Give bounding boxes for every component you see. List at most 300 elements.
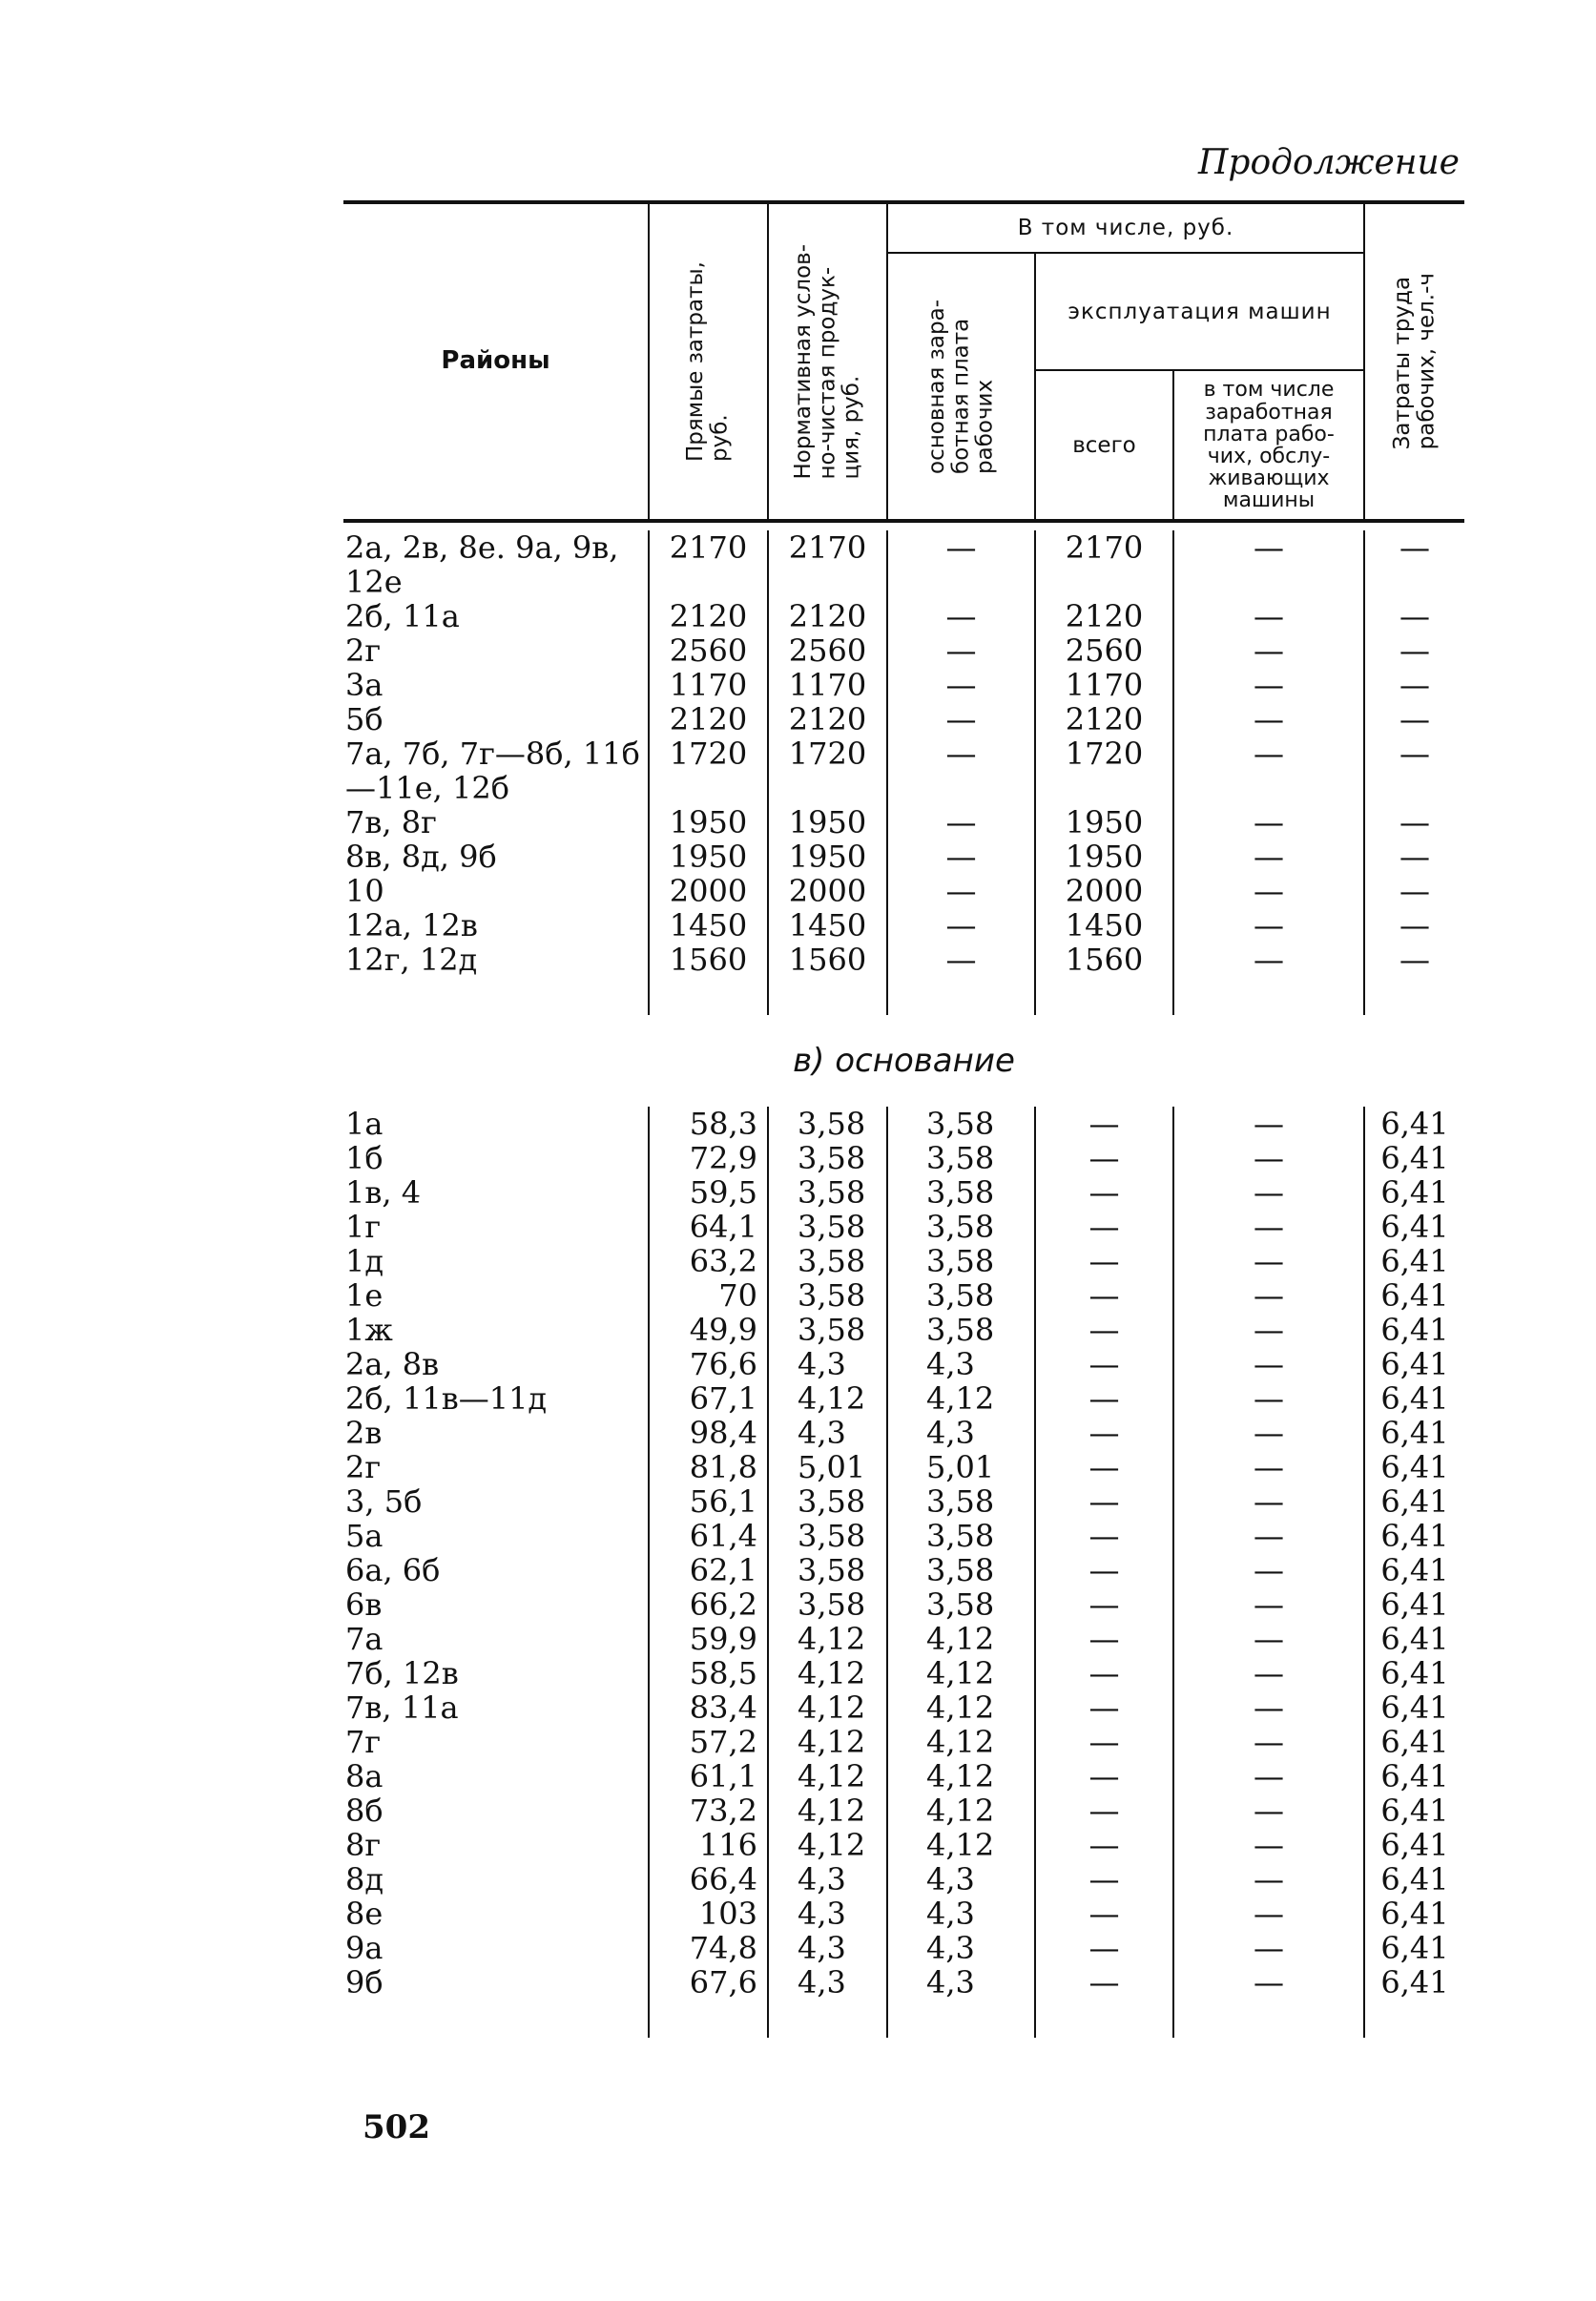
section2-row [343,1587,1464,1622]
section2-machine-wage-cell: — [1173,1725,1364,1759]
section2-direct-costs-cell: 116 [649,1828,768,1862]
section2-direct-costs-cell: 61,4 [649,1519,768,1553]
section2-body [343,1107,1464,2038]
section2-region-cell: 3, 5б [345,1483,423,1520]
section2-normative-output-cell: 3,58 [768,1587,887,1622]
section2-machine-wage-cell: — [1173,1553,1364,1587]
section2-machine-total-cell: — [1035,1313,1173,1347]
section2-direct-costs-cell: 66,4 [649,1862,768,1897]
column-spacer [649,2000,768,2038]
section1-machine-wage-cell: — [1173,805,1364,840]
section2-region-cell: 1ж [345,1312,393,1348]
cost-table [343,200,1464,2038]
section2-region-cell: 1е [345,1277,383,1314]
section2-machine-wage-cell: — [1173,1416,1364,1450]
section2-row [343,1141,1464,1175]
section1-labor-costs-cell: — [1364,908,1464,943]
section2-machine-total-cell: — [1035,1965,1173,2000]
section1-row [343,530,1464,599]
header-regions: Районы [441,346,550,376]
section1-direct-costs-cell: 2120 [649,702,768,736]
section1-machine-total-cell: 1170 [1035,668,1173,702]
section2-labor-costs-cell: 6,41 [1364,1690,1464,1725]
section2-machine-total-cell: — [1035,1244,1173,1278]
section2-row [343,1725,1464,1759]
section2-machine-total-cell: — [1035,1175,1173,1210]
section2-labor-costs-cell: 6,41 [1364,1656,1464,1690]
section1-machine-total-cell: 2000 [1035,874,1173,908]
section2-machine-wage-cell: — [1173,1347,1364,1381]
section2-normative-output-cell: 4,12 [768,1828,887,1862]
section2-base-wage-cell: 4,3 [887,1416,1035,1450]
section2-row [343,1484,1464,1519]
section1-base-wage-cell: — [887,908,1035,943]
section2-row [343,1313,1464,1347]
section2-base-wage-cell: 4,3 [887,1347,1035,1381]
section2-region-cell: 2г [345,1449,382,1485]
section1-machine-total-cell: 1950 [1035,805,1173,840]
section2-direct-costs-cell: 76,6 [649,1347,768,1381]
section2-base-wage-cell: 4,3 [887,1862,1035,1897]
section2-direct-costs-cell: 66,2 [649,1587,768,1622]
section2-region-cell: 9а [345,1930,383,1966]
section2-direct-costs-cell: 64,1 [649,1210,768,1244]
section1-region-cell: 3а [345,667,383,703]
section2-direct-costs-cell: 67,1 [649,1381,768,1416]
section2-base-wage-cell: 4,12 [887,1381,1035,1416]
section2-machine-total-cell: — [1035,1450,1173,1484]
section2-machine-total-cell: — [1035,1622,1173,1656]
section1-base-wage-cell: — [887,805,1035,840]
section1-direct-costs-cell: 2120 [649,599,768,633]
section2-row [343,1759,1464,1793]
section2-region-cell: 8б [345,1793,383,1829]
section1-base-wage-cell: — [887,599,1035,633]
section2-labor-costs-cell: 6,41 [1364,1175,1464,1210]
section2-base-wage-cell: 3,58 [887,1313,1035,1347]
header-including-group: В том числе, руб. [887,204,1364,253]
section2-region-cell: 9б [345,1964,383,2000]
section2-normative-output-cell: 3,58 [768,1244,887,1278]
section2-base-wage-cell: 4,3 [887,1897,1035,1931]
section2-normative-output-cell: 5,01 [768,1450,887,1484]
header-labor-costs [1364,204,1464,519]
section2-direct-costs-cell: 74,8 [649,1931,768,1965]
section1-region-cell: 2а, 2в, 8е. 9а, 9в, 12е [345,529,619,600]
section2-labor-costs-cell: 6,41 [1364,1759,1464,1793]
section1-machine-total-cell: 2120 [1035,702,1173,736]
section2-region-cell: 1в, 4 [345,1174,422,1211]
section2-machine-wage-cell: — [1173,1210,1364,1244]
section1-normative-output-cell: 1450 [768,908,887,943]
section2-machine-wage-cell: — [1173,1931,1364,1965]
section2-labor-costs-cell: 6,41 [1364,1347,1464,1381]
section1-base-wage-cell: — [887,840,1035,874]
section2-base-wage-cell: 4,12 [887,1828,1035,1862]
section1-normative-output-cell: 1950 [768,805,887,840]
section2-title-row [343,1015,1464,1107]
section2-labor-costs-cell: 6,41 [1364,1553,1464,1587]
section1-region-cell: 5б [345,701,383,737]
section2-direct-costs-cell: 58,3 [649,1107,768,1141]
section2-machine-wage-cell: — [1173,1381,1364,1416]
section2-labor-costs-cell: 6,41 [1364,1416,1464,1450]
section2-normative-output-cell: 3,58 [768,1553,887,1587]
header-machine-total: всего [1035,370,1173,519]
section2-base-wage-cell: 3,58 [887,1278,1035,1313]
section2-region-cell: 1б [345,1140,383,1176]
section1-labor-costs-cell: — [1364,874,1464,908]
section2-base-wage-cell: 3,58 [887,1107,1035,1141]
section2-normative-output-cell: 3,58 [768,1210,887,1244]
section2-machine-wage-cell: — [1173,1450,1364,1484]
section2-base-wage-cell: 3,58 [887,1553,1035,1587]
header-machine-wage: в том числе заработная плата рабо- чих, обслу- живающих машины [1173,370,1364,519]
section1-region-cell: 10 [345,873,384,909]
section1-labor-costs-cell: — [1364,599,1464,633]
section2-row [343,1381,1464,1416]
section2-machine-total-cell: — [1035,1759,1173,1793]
section1-machine-total-cell: 1950 [1035,840,1173,874]
section1-row [343,805,1464,840]
section1-machine-total-cell: 2560 [1035,633,1173,668]
section2-normative-output-cell: 4,12 [768,1759,887,1793]
section1-labor-costs-cell: — [1364,943,1464,977]
section2-row [343,1553,1464,1587]
section1-region-cell: 12а, 12в [345,907,478,943]
section2-base-wage-cell: 3,58 [887,1244,1035,1278]
section1-labor-costs-cell: — [1364,668,1464,702]
section1-normative-output-cell: 2120 [768,599,887,633]
section2-machine-total-cell: — [1035,1725,1173,1759]
section1-row [343,874,1464,908]
section2-region-cell: 2а, 8в [345,1346,440,1382]
section2-machine-wage-cell: — [1173,1690,1364,1725]
section2-row [343,1622,1464,1656]
column-spacer [768,977,887,1015]
section2-normative-output-cell: 4,3 [768,1931,887,1965]
section1-machine-wage-cell: — [1173,599,1364,633]
page-number: 502 [363,2108,430,2146]
section1-base-wage-cell: — [887,530,1035,599]
section1-machine-wage-cell: — [1173,702,1364,736]
section1-labor-costs-cell: — [1364,840,1464,874]
section2-region-cell: 5а [345,1518,383,1554]
section2-normative-output-cell: 4,3 [768,1965,887,2000]
section2-machine-total-cell: — [1035,1107,1173,1141]
section2-labor-costs-cell: 6,41 [1364,1897,1464,1931]
section2-base-wage-cell: 3,58 [887,1210,1035,1244]
section1-normative-output-cell: 1950 [768,840,887,874]
section2-direct-costs-cell: 61,1 [649,1759,768,1793]
section2-normative-output-cell: 3,58 [768,1313,887,1347]
section1-machine-wage-cell: — [1173,943,1364,977]
section2-region-cell: 1г [345,1209,382,1245]
section2-region-cell: 7а [345,1621,383,1657]
section1-machine-wage-cell: — [1173,633,1364,668]
section2-machine-total-cell: — [1035,1793,1173,1828]
section2-normative-output-cell: 3,58 [768,1519,887,1553]
column-spacer [887,2000,1035,2038]
section2-machine-wage-cell: — [1173,1965,1364,2000]
section2-machine-total-cell: — [1035,1141,1173,1175]
section2-row [343,1416,1464,1450]
column-spacer [1035,2000,1173,2038]
section2-labor-costs-cell: 6,41 [1364,1587,1464,1622]
section2-machine-wage-cell: — [1173,1587,1364,1622]
section2-row [343,1175,1464,1210]
section2-machine-total-cell: — [1035,1690,1173,1725]
section2-direct-costs-cell: 59,5 [649,1175,768,1210]
section1-region-cell: 7в, 8г [345,804,437,840]
section1-labor-costs-cell: — [1364,736,1464,805]
section2-normative-output-cell: 4,12 [768,1793,887,1828]
section2-machine-wage-cell: — [1173,1175,1364,1210]
section2-normative-output-cell: 4,12 [768,1381,887,1416]
section1-direct-costs-cell: 2560 [649,633,768,668]
section2-base-wage-cell: 4,12 [887,1793,1035,1828]
section2-machine-wage-cell: — [1173,1519,1364,1553]
section1-machine-total-cell: 2120 [1035,599,1173,633]
section1-normative-output-cell: 2120 [768,702,887,736]
section2-direct-costs-cell: 63,2 [649,1244,768,1278]
section1-labor-costs-cell: — [1364,530,1464,599]
section2-machine-wage-cell: — [1173,1828,1364,1862]
section2-base-wage-cell: 3,58 [887,1175,1035,1210]
column-spacer [1035,977,1173,1015]
section1-direct-costs-cell: 1450 [649,908,768,943]
section2-normative-output-cell: 3,58 [768,1484,887,1519]
section2-title: в) основание [793,1042,1015,1080]
header-base-wage-label: основная зара- ботная плата рабочих [923,299,998,474]
section2-base-wage-cell: 4,12 [887,1759,1035,1793]
continuation-label: Продолжение [1198,143,1460,182]
section2-direct-costs-cell: 67,6 [649,1965,768,2000]
section2-machine-wage-cell: — [1173,1141,1364,1175]
section2-direct-costs-cell: 81,8 [649,1450,768,1484]
section2-machine-total-cell: — [1035,1416,1173,1450]
section2-machine-wage-cell: — [1173,1244,1364,1278]
section2-labor-costs-cell: 6,41 [1364,1828,1464,1862]
section1-direct-costs-cell: 2000 [649,874,768,908]
section2-region-cell: 6в [345,1586,383,1623]
section2-base-wage-cell: 3,58 [887,1519,1035,1553]
section2-row [343,1210,1464,1244]
section2-machine-total-cell: — [1035,1347,1173,1381]
section1-normative-output-cell: 1560 [768,943,887,977]
section2-row [343,1450,1464,1484]
section2-machine-total-cell: — [1035,1210,1173,1244]
section2-direct-costs-cell: 73,2 [649,1793,768,1828]
section2-normative-output-cell: 3,58 [768,1278,887,1313]
section1-machine-wage-cell: — [1173,668,1364,702]
column-spacer [887,977,1035,1015]
section2-region-cell: 8а [345,1758,383,1794]
section1-row [343,633,1464,668]
section2-machine-total-cell: — [1035,1278,1173,1313]
section2-machine-total-cell: — [1035,1484,1173,1519]
section1-row [343,943,1464,977]
section2-labor-costs-cell: 6,41 [1364,1931,1464,1965]
section1-direct-costs-cell: 1950 [649,840,768,874]
section2-machine-total-cell: — [1035,1828,1173,1862]
section1-machine-total-cell: 2170 [1035,530,1173,599]
section2-machine-wage-cell: — [1173,1759,1364,1793]
section1-normative-output-cell: 2560 [768,633,887,668]
section1-region-cell: 2г [345,632,382,669]
section1-machine-wage-cell: — [1173,736,1364,805]
section2-direct-costs-cell: 57,2 [649,1725,768,1759]
section2-region-cell: 7г [345,1724,382,1760]
section2-base-wage-cell: 3,58 [887,1141,1035,1175]
section2-labor-costs-cell: 6,41 [1364,1107,1464,1141]
section2-machine-wage-cell: — [1173,1862,1364,1897]
section2-normative-output-cell: 4,3 [768,1416,887,1450]
section2-region-cell: 2б, 11в—11д [345,1380,548,1417]
section2-machine-wage-cell: — [1173,1313,1364,1347]
section1-normative-output-cell: 1170 [768,668,887,702]
section1-base-wage-cell: — [887,633,1035,668]
section1-direct-costs-cell: 1950 [649,805,768,840]
section2-row [343,1828,1464,1862]
section2-normative-output-cell: 3,58 [768,1141,887,1175]
section1-machine-wage-cell: — [1173,908,1364,943]
column-spacer [343,977,649,1015]
section1-base-wage-cell: — [887,668,1035,702]
section1-direct-costs-cell: 1170 [649,668,768,702]
section2-row [343,1656,1464,1690]
section2-normative-output-cell: 4,12 [768,1656,887,1690]
header-base-wage [887,253,1035,519]
section2-row [343,1244,1464,1278]
section2-base-wage-cell: 4,12 [887,1656,1035,1690]
header-normative-output-label: Нормативная услов- но-чистая продук- ция, руб. [790,243,864,480]
column-spacer [649,977,768,1015]
section2-direct-costs-cell: 103 [649,1897,768,1931]
section1-direct-costs-cell: 2170 [649,530,768,599]
section1-row [343,736,1464,805]
column-spacer [1364,977,1464,1015]
section2-base-wage-cell: 4,3 [887,1965,1035,2000]
section1-row [343,599,1464,633]
section2-normative-output-cell: 4,3 [768,1347,887,1381]
section2-region-cell: 2в [345,1415,383,1451]
section2-region-cell: 7в, 11а [345,1689,459,1726]
section2-row [343,1862,1464,1897]
section2-base-wage-cell: 3,58 [887,1484,1035,1519]
section2-machine-total-cell: — [1035,1587,1173,1622]
section2-base-wage-cell: 4,3 [887,1931,1035,1965]
section2-machine-total-cell: — [1035,1553,1173,1587]
section2-machine-wage-cell: — [1173,1793,1364,1828]
header-direct-costs [649,204,768,519]
section2-region-cell: 8е [345,1896,383,1932]
section2-base-wage-cell: 5,01 [887,1450,1035,1484]
section2-base-wage-cell: 3,58 [887,1587,1035,1622]
section2-machine-total-cell: — [1035,1381,1173,1416]
section2-direct-costs-cell: 59,9 [649,1622,768,1656]
section2-normative-output-cell: 3,58 [768,1107,887,1141]
section2-normative-output-cell: 3,58 [768,1175,887,1210]
section2-labor-costs-cell: 6,41 [1364,1141,1464,1175]
section2-labor-costs-cell: 6,41 [1364,1484,1464,1519]
section1-row [343,908,1464,943]
header-machine-operation: эксплуатация машин [1035,253,1364,370]
section1-machine-total-cell: 1560 [1035,943,1173,977]
section1-base-wage-cell: — [887,943,1035,977]
section1-machine-wage-cell: — [1173,874,1364,908]
section2-base-wage-cell: 4,12 [887,1690,1035,1725]
section1-normative-output-cell: 1720 [768,736,887,805]
section2-normative-output-cell: 4,3 [768,1862,887,1897]
section1-machine-wage-cell: — [1173,530,1364,599]
section2-row [343,1965,1464,2000]
section2-labor-costs-cell: 6,41 [1364,1450,1464,1484]
section2-labor-costs-cell: 6,41 [1364,1244,1464,1278]
section1-row [343,702,1464,736]
section1-direct-costs-cell: 1560 [649,943,768,977]
section2-machine-wage-cell: — [1173,1622,1364,1656]
column-spacer [1364,2000,1464,2038]
section2-labor-costs-cell: 6,41 [1364,1965,1464,2000]
section1-base-wage-cell: — [887,702,1035,736]
section1-normative-output-cell: 2170 [768,530,887,599]
section2-region-cell: 1д [345,1243,384,1279]
section1-base-wage-cell: — [887,874,1035,908]
section1-normative-output-cell: 2000 [768,874,887,908]
column-spacer [1173,977,1364,1015]
section2-machine-total-cell: — [1035,1897,1173,1931]
section2-region-cell: 8д [345,1861,384,1897]
section2-row [343,1690,1464,1725]
section1-machine-total-cell: 1450 [1035,908,1173,943]
section2-machine-wage-cell: — [1173,1278,1364,1313]
column-spacer [768,2000,887,2038]
section1-region-cell: 8в, 8д, 9б [345,839,497,875]
section2-direct-costs-cell: 49,9 [649,1313,768,1347]
section2-row [343,1897,1464,1931]
section1-region-cell: 2б, 11а [345,598,460,634]
section2-direct-costs-cell: 56,1 [649,1484,768,1519]
section2-labor-costs-cell: 6,41 [1364,1862,1464,1897]
section2-direct-costs-cell: 58,5 [649,1656,768,1690]
section2-labor-costs-cell: 6,41 [1364,1313,1464,1347]
section2-labor-costs-cell: 6,41 [1364,1725,1464,1759]
section2-labor-costs-cell: 6,41 [1364,1210,1464,1244]
header-row-1 [343,204,1464,253]
section2-machine-total-cell: — [1035,1931,1173,1965]
section2-labor-costs-cell: 6,41 [1364,1381,1464,1416]
section1-machine-wage-cell: — [1173,840,1364,874]
section2-machine-total-cell: — [1035,1862,1173,1897]
section2-normative-output-cell: 4,12 [768,1690,887,1725]
section2-base-wage-cell: 4,12 [887,1725,1035,1759]
section2-direct-costs-cell: 62,1 [649,1553,768,1587]
section2-normative-output-cell: 4,12 [768,1725,887,1759]
section2-direct-costs-cell: 72,9 [649,1141,768,1175]
section2-region-cell: 8г [345,1827,382,1863]
header-direct-costs-label: Прямые затраты, руб. [683,261,733,462]
column-spacer [343,2000,649,2038]
section2-machine-wage-cell: — [1173,1484,1364,1519]
section1-region-cell: 12г, 12д [345,942,478,978]
section1-base-wage-cell: — [887,736,1035,805]
section2-labor-costs-cell: 6,41 [1364,1793,1464,1828]
section2-labor-costs-cell: 6,41 [1364,1519,1464,1553]
section2-direct-costs-cell: 83,4 [649,1690,768,1725]
section1-labor-costs-cell: — [1364,633,1464,668]
section2-normative-output-cell: 4,12 [768,1622,887,1656]
